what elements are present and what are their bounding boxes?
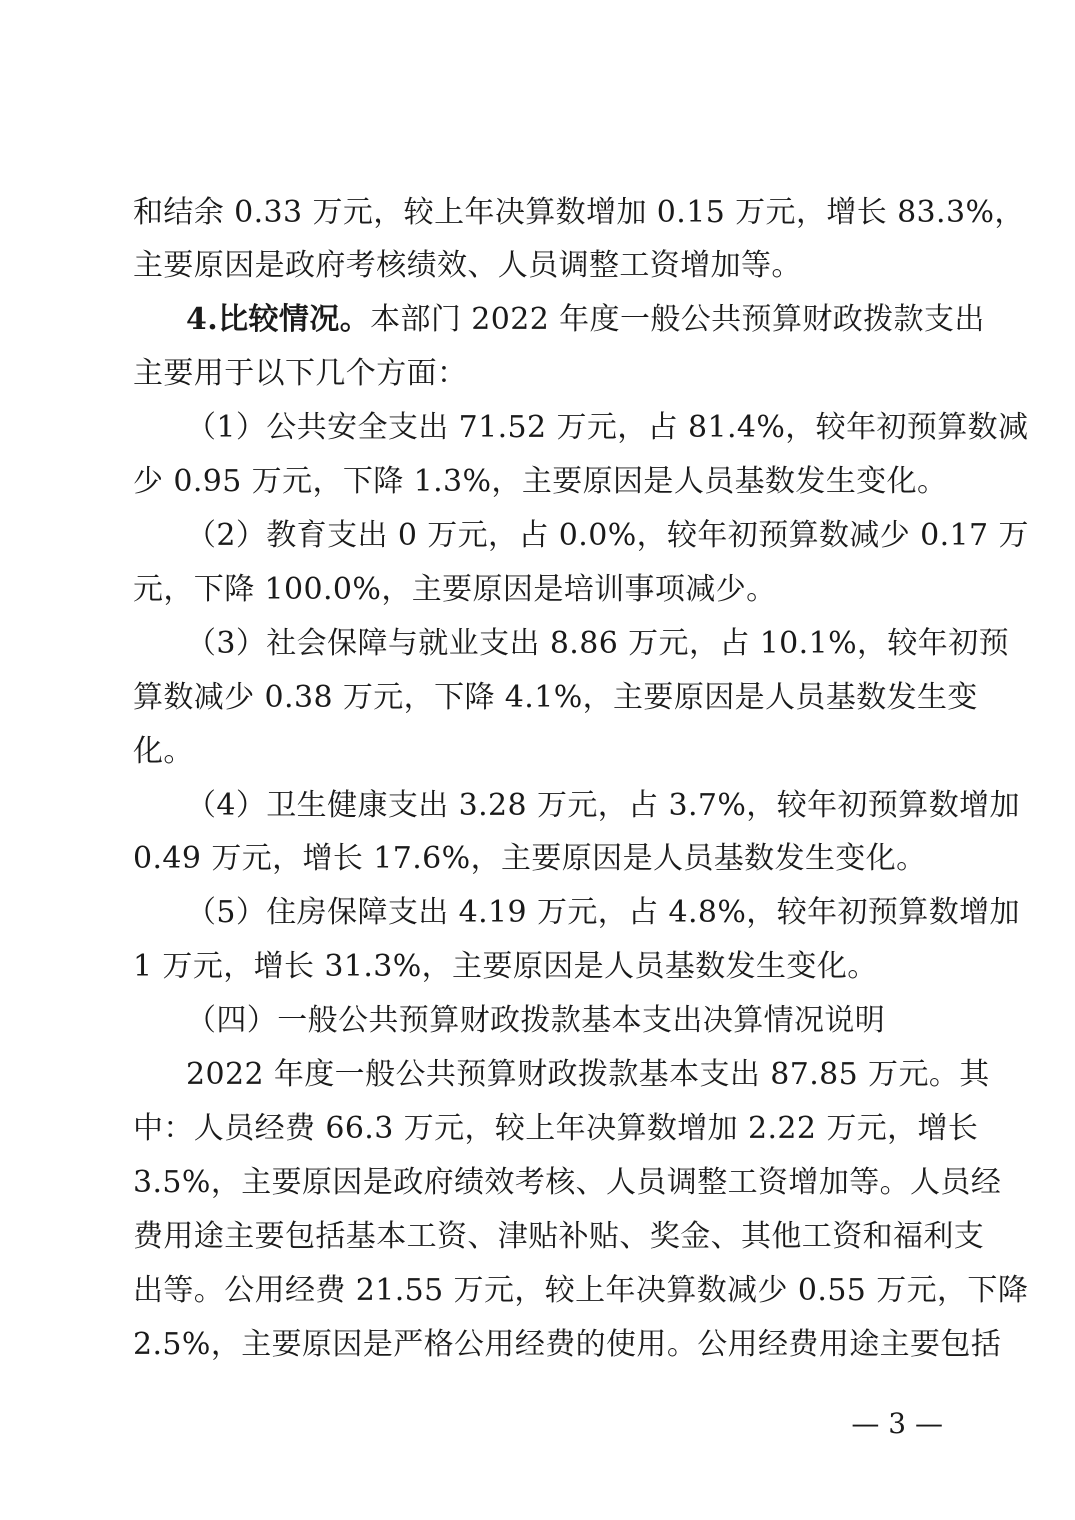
text-line: 算数减少 0.38 万元，下降 4.1%，主要原因是人员基数发生变 — [133, 680, 978, 715]
text-line: （4）卫生健康支出 3.28 万元，占 3.7%，较年初预算数增加 — [186, 788, 1020, 823]
subsection-heading: （四）一般公共预算财政拨款基本支出决算情况说明 — [186, 1003, 886, 1038]
text-line: 费用途主要包括基本工资、津贴补贴、奖金、其他工资和福利支 — [133, 1219, 985, 1254]
text-line: 0.49 万元，增长 17.6%，主要原因是人员基数发生变化。 — [133, 841, 927, 876]
text-line: 和结余 0.33 万元，较上年决算数增加 0.15 万元，增长 83.3%， — [133, 195, 1025, 230]
text-line: 2022 年度一般公共预算财政拨款基本支出 87.85 万元。其 — [186, 1057, 990, 1092]
text-line: （5）住房保障支出 4.19 万元，占 4.8%，较年初预算数增加 — [186, 895, 1020, 930]
text-span: 本部门 2022 年度一般公共预算财政拨款支出 — [370, 302, 985, 337]
text-line: 出等。公用经费 21.55 万元，较上年决算数减少 0.55 万元，下降 — [133, 1273, 1029, 1308]
section-heading-line — [186, 302, 996, 338]
text-line: 元，下降 100.0%，主要原因是培训事项减少。 — [133, 572, 777, 607]
page-number: — 3 — — [851, 1407, 943, 1440]
text-line: 1 万元，增长 31.3%，主要原因是人员基数发生变化。 — [133, 949, 878, 984]
text-line: 2.5%，主要原因是严格公用经费的使用。公用经费用途主要包括 — [133, 1327, 1002, 1362]
text-line: （1）公共安全支出 71.52 万元，占 81.4%，较年初预算数减 — [186, 410, 1029, 445]
section-heading: 4.比较情况。 — [186, 302, 371, 337]
text-line: 3.5%，主要原因是政府绩效考核、人员调整工资增加等。人员经 — [133, 1165, 1002, 1200]
text-line: 主要原因是政府考核绩效、人员调整工资增加等。 — [133, 248, 802, 283]
text-line: （2）教育支出 0 万元，占 0.0%，较年初预算数减少 0.17 万 — [186, 518, 1029, 553]
text-line: 中：人员经费 66.3 万元，较上年决算数增加 2.22 万元，增长 — [133, 1111, 979, 1146]
text-line: （3）社会保障与就业支出 8.86 万元，占 10.1%，较年初预 — [186, 626, 1009, 661]
text-line: 化。 — [133, 734, 194, 769]
text-line: 少 0.95 万元，下降 1.3%，主要原因是人员基数发生变化。 — [133, 464, 948, 499]
text-line: 主要用于以下几个方面： — [133, 356, 468, 391]
